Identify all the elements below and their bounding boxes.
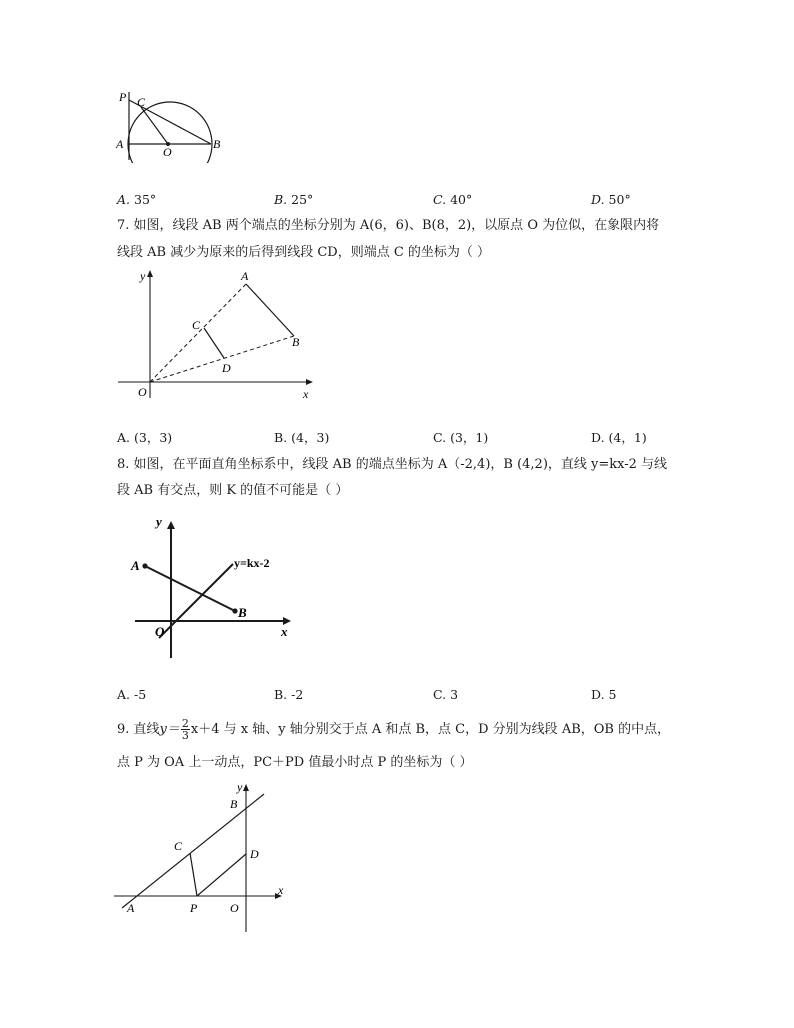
q9-figure xyxy=(110,778,290,936)
q7-ray-ob xyxy=(150,336,294,382)
q8-option-b[interactable]: B. -2 xyxy=(274,687,304,702)
q9-label-a: A xyxy=(127,901,135,915)
q7-y-arrow xyxy=(147,270,153,277)
q8-option-a[interactable]: A. -5 xyxy=(117,687,147,702)
q9-segment-cp xyxy=(190,853,197,896)
q6-label-b: B xyxy=(213,137,221,151)
q8-label-o: O xyxy=(155,624,165,639)
q7-stem-line-1: 7. 如图，线段 AB 两个端点的坐标分别为 A(6，6)、B(8，2)，以原点 O 为位似，在象限内将 xyxy=(117,218,660,233)
q8-y-arrow xyxy=(167,521,175,529)
q7-label-x: x xyxy=(303,387,309,401)
q9-line-ab xyxy=(122,794,264,908)
q9-stem-line-2: 点 P 为 OA 上一动点，PC＋PD 值最小时点 P 的坐标为（ ） xyxy=(117,755,473,770)
q9-label-x: x xyxy=(278,883,284,897)
q7-option-c[interactable]: C. (3，1) xyxy=(433,430,489,445)
q7-label-d: D xyxy=(222,361,231,375)
q8-label-a: A xyxy=(131,558,140,573)
q6-option-b[interactable]: B. 25° xyxy=(274,192,314,207)
q6-option-d[interactable]: D. 50° xyxy=(591,192,631,207)
q8-label-line: y=kx-2 xyxy=(234,556,270,570)
q8-point-a xyxy=(142,563,147,568)
q8-figure xyxy=(115,508,300,663)
q6-option-c[interactable]: C. 40° xyxy=(433,192,473,207)
q6-label-c: C xyxy=(137,95,146,109)
q9-label-o: O xyxy=(230,901,239,915)
q9-label-y: y xyxy=(237,780,243,794)
q7-label-o: O xyxy=(138,385,147,399)
q7-x-arrow xyxy=(306,379,313,385)
q6-segment-co xyxy=(141,107,168,144)
q8-option-c[interactable]: C. 3 xyxy=(433,687,459,702)
q8-point-b xyxy=(232,608,237,613)
q7-option-a[interactable]: A. (3，3) xyxy=(117,430,173,445)
q8-label-y: y xyxy=(156,514,162,529)
q7-stem-line-2: 线段 AB 减少为原来的后得到线段 CD，则端点 C 的坐标为（ ） xyxy=(117,245,491,260)
q7-option-d[interactable]: D. (4，1) xyxy=(591,430,647,445)
q7-option-b[interactable]: B. (4，3) xyxy=(274,430,330,445)
q7-label-a: A xyxy=(241,269,249,283)
q7-label-y: y xyxy=(140,269,146,283)
q9-fraction: $\frac{2}{3}$ xyxy=(181,717,189,742)
q7-segment-cd xyxy=(204,328,224,358)
q7-label-b: B xyxy=(292,335,300,349)
q9-label-b: B xyxy=(230,797,238,811)
q7-label-c: C xyxy=(192,318,201,332)
q9-label-d: D xyxy=(250,847,259,861)
q9-label-p: P xyxy=(190,901,198,915)
q6-option-a[interactable]: A. 35° xyxy=(117,192,157,207)
q7-figure xyxy=(110,266,320,402)
q9-segment-pd xyxy=(197,854,246,896)
q6-circle-figure xyxy=(110,88,230,163)
q7-ray-oa xyxy=(150,284,246,382)
q7-segment-ab xyxy=(246,284,294,336)
q9-label-c: C xyxy=(174,839,183,853)
q6-label-a: A xyxy=(116,137,124,151)
q9-stem-line-1: 9. 直线y＝ $\frac{2}{3}$ x＋4 与 x 轴、y 轴分别交于点 A 和点 B，点 C，D 分别为线段 AB，OB 的中点， xyxy=(117,717,671,742)
q6-label-o: O xyxy=(163,145,172,159)
q8-option-d[interactable]: D. 5 xyxy=(591,687,617,702)
q8-stem-line-2: 段 AB 有交点，则 K 的值不可能是（ ） xyxy=(117,483,349,498)
q8-stem-line-1: 8. 如图，在平面直角坐标系中，线段 AB 的端点坐标为 A（-2,4)，B (4,2)，直线 y=kx-2 与线 xyxy=(117,457,668,472)
q9-y-arrow xyxy=(243,784,249,791)
q8-segment-ab xyxy=(145,566,235,611)
q8-label-b: B xyxy=(238,605,247,620)
q8-label-x: x xyxy=(281,624,288,639)
q6-label-p: P xyxy=(119,90,127,104)
